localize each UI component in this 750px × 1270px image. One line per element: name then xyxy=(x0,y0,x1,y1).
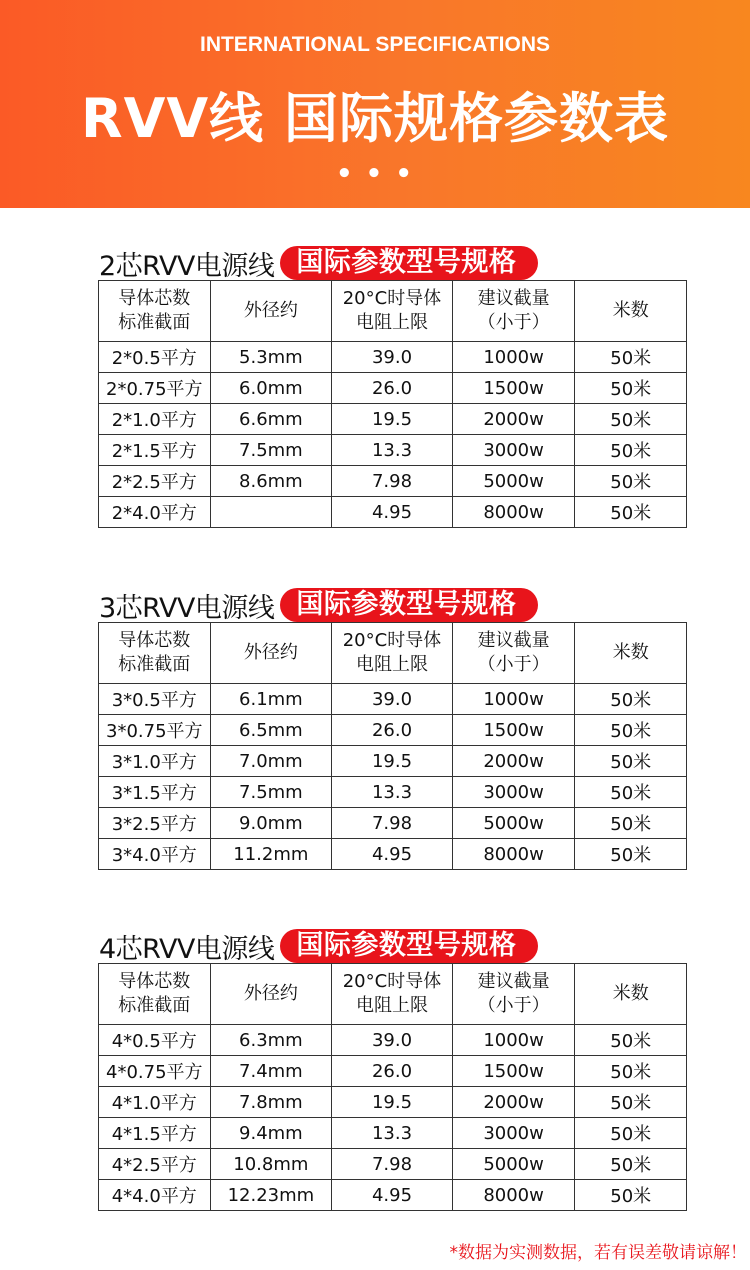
spec-table xyxy=(98,622,687,870)
footnote: *数据为实测数据，若有误差敬请谅解！ xyxy=(449,1243,747,1263)
cell-resistance: 26.0 xyxy=(332,373,453,404)
cell-power: 5000w xyxy=(452,466,575,497)
cell-cross-section: 4*0.5平方 xyxy=(99,1025,211,1056)
cell-outer-diameter: 6.0mm xyxy=(210,373,332,404)
table-row xyxy=(99,684,687,715)
cell-length: 50米 xyxy=(575,684,687,715)
cell-resistance: 4.95 xyxy=(332,839,453,870)
table-header-row xyxy=(99,281,687,342)
cell-power: 1500w xyxy=(452,715,575,746)
cell-length: 50米 xyxy=(575,497,687,528)
cell-resistance: 19.5 xyxy=(332,746,453,777)
cell-outer-diameter: 7.8mm xyxy=(210,1087,332,1118)
header-length: 米数 xyxy=(575,623,687,684)
cell-outer-diameter: 6.1mm xyxy=(210,684,332,715)
table-header-row xyxy=(99,623,687,684)
table-row xyxy=(99,497,687,528)
cell-resistance: 26.0 xyxy=(332,715,453,746)
header-resistance: 20°C时导体 电阻上限 xyxy=(332,964,453,1025)
cell-resistance: 19.5 xyxy=(332,404,453,435)
cell-resistance: 7.98 xyxy=(332,466,453,497)
cell-outer-diameter: 12.23mm xyxy=(210,1180,332,1211)
header-cross-section: 导体芯数 标准截面 xyxy=(99,623,211,684)
cell-power: 1000w xyxy=(452,1025,575,1056)
table-row xyxy=(99,404,687,435)
cell-length: 50米 xyxy=(575,1056,687,1087)
cell-cross-section: 2*4.0平方 xyxy=(99,497,211,528)
cell-cross-section: 2*1.0平方 xyxy=(99,404,211,435)
header-power: 建议截量 （小于） xyxy=(452,623,575,684)
header-outer-diameter: 外径约 xyxy=(210,281,332,342)
cell-power: 1500w xyxy=(452,373,575,404)
header-cross-section: 导体芯数 标准截面 xyxy=(99,281,211,342)
cell-cross-section: 2*2.5平方 xyxy=(99,466,211,497)
header-resistance: 20°C时导体 电阻上限 xyxy=(332,623,453,684)
cell-cross-section: 3*1.5平方 xyxy=(99,777,211,808)
banner-subtitle: INTERNATIONAL SPECIFICATIONS xyxy=(199,33,550,56)
cell-power: 5000w xyxy=(452,808,575,839)
cell-outer-diameter: 7.5mm xyxy=(210,777,332,808)
cell-length: 50米 xyxy=(575,1087,687,1118)
cell-length: 50米 xyxy=(575,466,687,497)
header-outer-diameter: 外径约 xyxy=(210,964,332,1025)
cell-power: 1000w xyxy=(452,684,575,715)
cell-power: 8000w xyxy=(452,1180,575,1211)
header-banner xyxy=(0,0,750,208)
table-row xyxy=(99,746,687,777)
cell-outer-diameter: 9.4mm xyxy=(210,1118,332,1149)
cell-cross-section: 3*4.0平方 xyxy=(99,839,211,870)
header-cross-section: 导体芯数 标准截面 xyxy=(99,964,211,1025)
cell-length: 50米 xyxy=(575,435,687,466)
spec-table xyxy=(98,280,687,528)
table-row xyxy=(99,466,687,497)
cell-cross-section: 3*2.5平方 xyxy=(99,808,211,839)
cell-power: 2000w xyxy=(452,404,575,435)
table-header-row xyxy=(99,964,687,1025)
header-power: 建议截量 （小于） xyxy=(452,281,575,342)
cell-length: 50米 xyxy=(575,342,687,373)
cell-length: 50米 xyxy=(575,715,687,746)
cell-outer-diameter: 7.0mm xyxy=(210,746,332,777)
cell-power: 2000w xyxy=(452,746,575,777)
table-row xyxy=(99,373,687,404)
section-heading xyxy=(99,585,538,625)
cell-length: 50米 xyxy=(575,1118,687,1149)
section-heading xyxy=(99,926,538,966)
cell-resistance: 13.3 xyxy=(332,435,453,466)
cell-outer-diameter: 7.5mm xyxy=(210,435,332,466)
cell-outer-diameter: 5.3mm xyxy=(210,342,332,373)
cell-power: 1000w xyxy=(452,342,575,373)
header-length: 米数 xyxy=(575,964,687,1025)
cell-cross-section: 4*4.0平方 xyxy=(99,1180,211,1211)
table-row xyxy=(99,1056,687,1087)
table-row xyxy=(99,1087,687,1118)
cell-outer-diameter: 8.6mm xyxy=(210,466,332,497)
cell-length: 50米 xyxy=(575,808,687,839)
cell-outer-diameter: 11.2mm xyxy=(210,839,332,870)
cell-resistance: 7.98 xyxy=(332,808,453,839)
cell-resistance: 39.0 xyxy=(332,684,453,715)
cell-cross-section: 3*1.0平方 xyxy=(99,746,211,777)
banner-title: RVV线 国际规格参数表 xyxy=(81,87,669,150)
section-badge: 国际参数型号规格 xyxy=(280,246,538,280)
cell-resistance: 7.98 xyxy=(332,1149,453,1180)
cell-length: 50米 xyxy=(575,746,687,777)
cell-power: 8000w xyxy=(452,839,575,870)
cell-power: 8000w xyxy=(452,497,575,528)
cell-cross-section: 3*0.75平方 xyxy=(99,715,211,746)
cell-length: 50米 xyxy=(575,839,687,870)
cell-cross-section: 2*0.75平方 xyxy=(99,373,211,404)
cell-cross-section: 2*1.5平方 xyxy=(99,435,211,466)
table-row xyxy=(99,1118,687,1149)
cell-length: 50米 xyxy=(575,777,687,808)
cell-length: 50米 xyxy=(575,1149,687,1180)
cell-power: 2000w xyxy=(452,1087,575,1118)
section-title: 3芯RVV电源线 xyxy=(99,592,275,624)
cell-cross-section: 2*0.5平方 xyxy=(99,342,211,373)
cell-cross-section: 4*2.5平方 xyxy=(99,1149,211,1180)
cell-power: 1500w xyxy=(452,1056,575,1087)
cell-resistance: 19.5 xyxy=(332,1087,453,1118)
section-title: 4芯RVV电源线 xyxy=(99,933,275,965)
cell-outer-diameter: 9.0mm xyxy=(210,808,332,839)
cell-outer-diameter: 6.3mm xyxy=(210,1025,332,1056)
cell-length: 50米 xyxy=(575,404,687,435)
section-heading xyxy=(99,243,538,283)
table-row xyxy=(99,1149,687,1180)
table-row xyxy=(99,342,687,373)
cell-length: 50米 xyxy=(575,373,687,404)
cell-outer-diameter: 10.8mm xyxy=(210,1149,332,1180)
cell-length: 50米 xyxy=(575,1025,687,1056)
header-outer-diameter: 外径约 xyxy=(210,623,332,684)
table-row xyxy=(99,1025,687,1056)
table-row xyxy=(99,1180,687,1211)
header-power: 建议截量 （小于） xyxy=(452,964,575,1025)
cell-outer-diameter xyxy=(210,497,332,528)
table-row xyxy=(99,435,687,466)
table-row xyxy=(99,808,687,839)
cell-cross-section: 4*0.75平方 xyxy=(99,1056,211,1087)
cell-outer-diameter: 6.6mm xyxy=(210,404,332,435)
section-badge: 国际参数型号规格 xyxy=(280,588,538,622)
cell-length: 50米 xyxy=(575,1180,687,1211)
section-badge: 国际参数型号规格 xyxy=(280,929,538,963)
cell-resistance: 26.0 xyxy=(332,1056,453,1087)
cell-resistance: 13.3 xyxy=(332,777,453,808)
banner-dots: • • • xyxy=(336,159,414,189)
table-row xyxy=(99,777,687,808)
cell-cross-section: 4*1.5平方 xyxy=(99,1118,211,1149)
cell-resistance: 13.3 xyxy=(332,1118,453,1149)
cell-resistance: 4.95 xyxy=(332,497,453,528)
spec-table xyxy=(98,963,687,1211)
cell-power: 3000w xyxy=(452,435,575,466)
cell-resistance: 4.95 xyxy=(332,1180,453,1211)
cell-resistance: 39.0 xyxy=(332,1025,453,1056)
cell-cross-section: 4*1.0平方 xyxy=(99,1087,211,1118)
cell-resistance: 39.0 xyxy=(332,342,453,373)
table-row xyxy=(99,715,687,746)
cell-power: 5000w xyxy=(452,1149,575,1180)
cell-power: 3000w xyxy=(452,777,575,808)
cell-power: 3000w xyxy=(452,1118,575,1149)
header-resistance: 20°C时导体 电阻上限 xyxy=(332,281,453,342)
cell-outer-diameter: 7.4mm xyxy=(210,1056,332,1087)
cell-outer-diameter: 6.5mm xyxy=(210,715,332,746)
section-title: 2芯RVV电源线 xyxy=(99,250,275,282)
cell-cross-section: 3*0.5平方 xyxy=(99,684,211,715)
table-row xyxy=(99,839,687,870)
header-length: 米数 xyxy=(575,281,687,342)
